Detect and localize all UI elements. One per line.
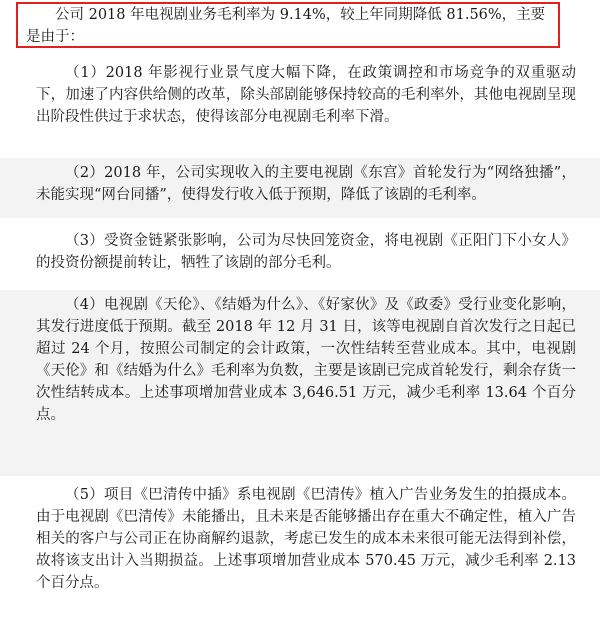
paragraph-block-2	[0, 158, 600, 218]
paragraph-3: （3）受资金链紧张影响，公司为尽快回笼资金，将电视剧《正阳门下小女人》的投资份额提前转让，牺牲了该剧的部分毛利。	[36, 233, 576, 271]
intro-paragraph: 公司 2018 年电视剧业务毛利率为 9.14%，较上年同期降低 81.56%，主要是由于：	[26, 7, 546, 45]
paragraph-1: （1）2018 年影视行业景气度大幅下降，在政策调控和市场竞争的双重驱动下，加速了内容供给侧的改革，除头部剧能够保持较高的毛利率外，其他电视剧呈现出阶段性供过于求状态，使得该部分电视剧毛利率下滑。	[36, 65, 576, 125]
paragraph-2: （2）2018 年，公司实现收入的主要电视剧《东宫》首轮发行为“网络独播”，未能实现“网台同播”，使得发行收入低于预期，降低了该剧的毛利率。	[36, 165, 576, 203]
paragraph-4: （4）电视剧《天伦》、《结婚为什么》、《好家伙》及《政委》受行业变化影响，其发行进度低于预期。截至 2018 年 12 月 31 日，该等电视剧自首次发行之日起已超过 24 个月，按照公司制定的会计政策，一次性结转至营业成本。其中，电视剧《天伦》和《结婚为什么》毛利率为负数，主要是该剧已完成首轮发行，剩余存货一次性结转成本。上述事项增加营业成本 3,646.51 万元，减少毛利率 13.64 个百分点。	[36, 297, 576, 423]
paragraph-block-4	[0, 290, 600, 476]
paragraph-block-1	[0, 62, 600, 154]
paragraph-block-5	[0, 480, 600, 621]
paragraph-block-3	[0, 226, 600, 286]
paragraph-5: （5）项目《巴清传中插》系电视剧《巴清传》植入广告业务发生的拍摄成本。由于电视剧《巴清传》未能播出，且未来是否能够播出存在重大不确定性，植入广告相关的客户与公司正在协商解约退款，考虑已发生的成本未来很可能无法得到补偿，故将该支出计入当期损益。上述事项增加营业成本 570.45 万元，减少毛利率 2.13 个百分点。	[36, 487, 576, 591]
